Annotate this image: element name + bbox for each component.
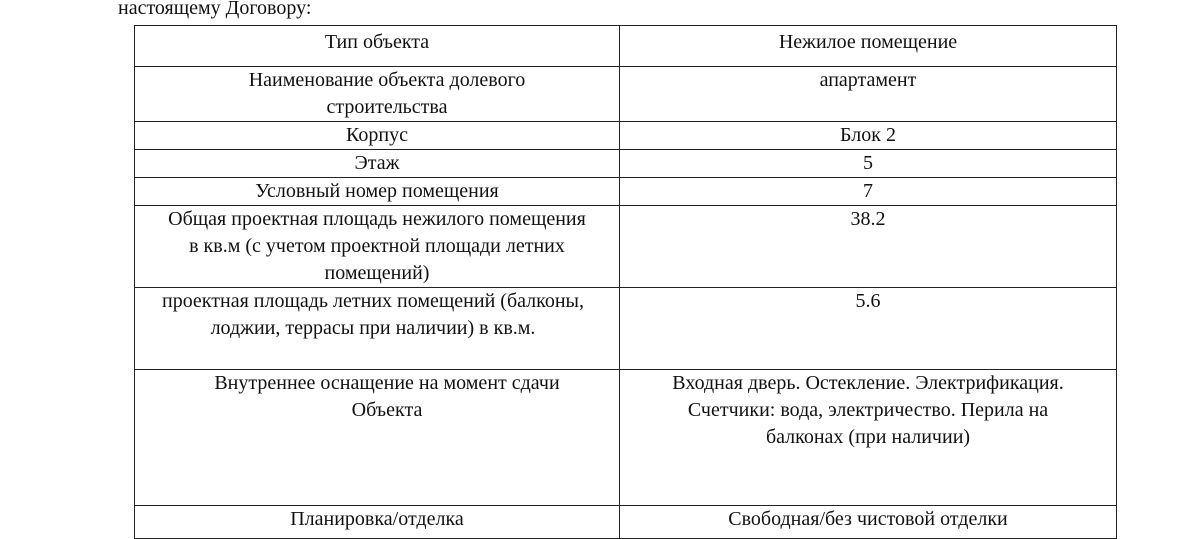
- object-characteristics-table-wrap: [134, 25, 1116, 532]
- table-row: [135, 122, 1117, 150]
- row-value-floor: 5: [620, 150, 1117, 178]
- table-row: [135, 178, 1117, 206]
- row-value-equipment: Входная дверь. Остекление. Электрификация. Счетчики: вода, электричество. Перила на балконах (при наличии): [620, 370, 1117, 506]
- row-value-premises-number: 7: [620, 178, 1117, 206]
- table-row: [135, 150, 1117, 178]
- row-label-total-area: Общая проектная площадь нежилого помещения в кв.м (с учетом проектной площади летних помещений): [135, 206, 620, 288]
- row-value-object-type: Нежилое помещение: [620, 26, 1117, 67]
- row-value-object-name: апартамент: [620, 67, 1117, 122]
- row-label-object-name: Наименование объекта долевого строительства: [135, 67, 620, 122]
- object-characteristics-table: [134, 25, 1117, 539]
- row-label-floor: Этаж: [135, 150, 620, 178]
- table-row: [135, 26, 1117, 67]
- row-value-building: Блок 2: [620, 122, 1117, 150]
- row-label-layout-finish: Планировка/отделка: [135, 506, 620, 539]
- intro-text: настоящему Договору:: [118, 0, 312, 19]
- row-value-layout-finish: Свободная/без чистовой отделки: [620, 506, 1117, 539]
- table-row: [135, 288, 1117, 370]
- table-row: [135, 67, 1117, 122]
- row-value-summer-area: 5.6: [620, 288, 1117, 370]
- row-value-total-area: 38.2: [620, 206, 1117, 288]
- row-label-summer-area: проектная площадь летних помещений (балконы, лоджии, террасы при наличии) в кв.м.: [135, 288, 620, 370]
- row-label-equipment: Внутреннее оснащение на момент сдачи Объекта: [135, 370, 620, 506]
- table-row: [135, 206, 1117, 288]
- table-row: [135, 506, 1117, 539]
- row-label-object-type: Тип объекта: [135, 26, 620, 67]
- row-label-building: Корпус: [135, 122, 620, 150]
- table-row: [135, 370, 1117, 506]
- row-label-premises-number: Условный номер помещения: [135, 178, 620, 206]
